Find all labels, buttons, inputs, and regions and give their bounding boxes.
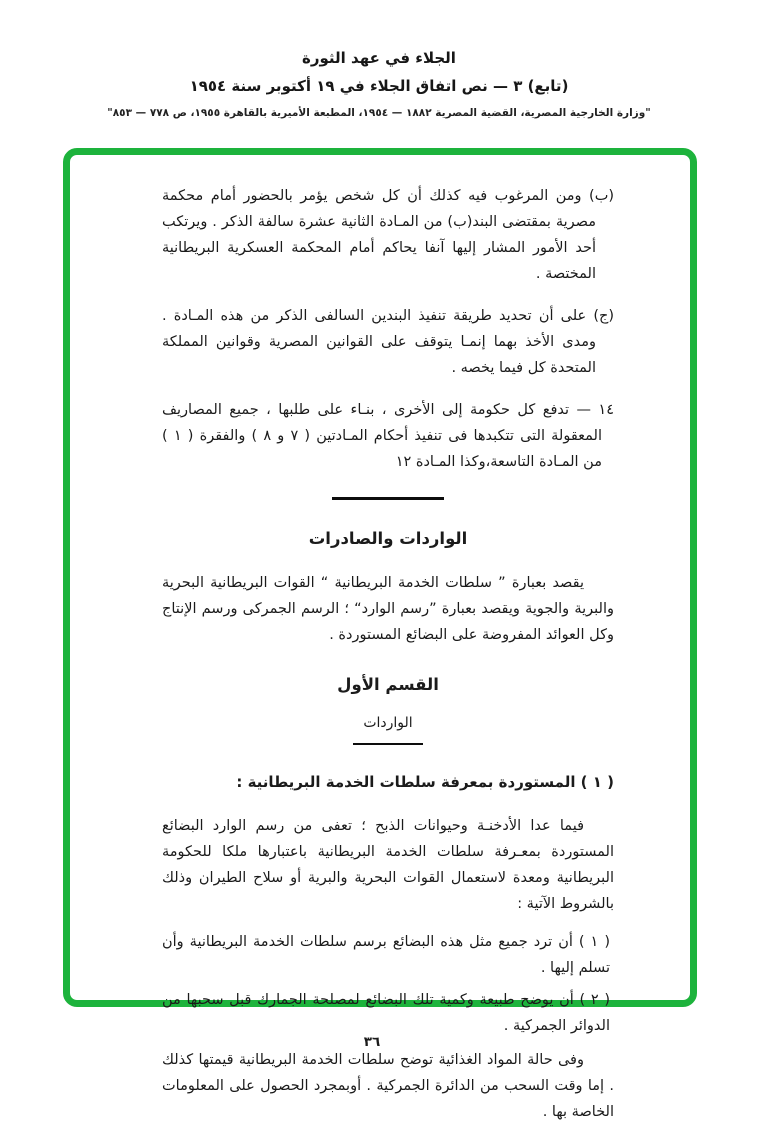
document-source-citation: "وزارة الخارجية المصرية، القضية المصرية ١٨٨٢ — ١٩٥٤، المطبعة الأميرية بالقاهرة ١٩٥٥، ص ٧٧٨ — ٨٥٣" xyxy=(107,107,651,119)
section-divider xyxy=(332,497,444,500)
document-title: الجلاء في عهد الثورة xyxy=(302,49,456,67)
exemption-paragraph: فيما عدا الأدخنـة وحيوانات الذبح ؛ تعفى من رسم الوارد البضائع المستوردة بمعـرفة سلطات الخدمة البريطانية باعتبارها ملكا للحكومة البريطانية ومعدة لاستعمال القوات البحرية والبرية أو سلاح الطيران وذلك بالشروط الآتية : xyxy=(162,818,614,912)
page-number: ٣٦ xyxy=(363,1034,381,1050)
page-header xyxy=(0,48,758,120)
section-title-imports-exports: الواردات والصادرات xyxy=(308,529,468,548)
part-one-title: القسم الأول xyxy=(337,675,439,694)
clause-j-paragraph: (ج) على أن تحديد طريقة تنفيذ البندين السالفى الذكر من هذه المـادة . ومدى الأخذ بهما إنمـا يتوقف على القوانين المصرية وقوانين المملكة المتحدة كل فيما يخصه . xyxy=(162,308,614,376)
condition-item-1: ( ١ ) أن ترد جميع مثل هذه البضائع برسم سلطات الخدمة البريطانية وأن تسلم إليها . xyxy=(162,934,610,976)
foodstuffs-paragraph: وفى حالة المواد الغذائية توضح سلطات الخدمة البريطانية قيمتها كذلك . إما وقت السحب من الدائرة الجمركية . أوبمجرد الحصول على المعلومات الخاصة بها . xyxy=(162,1052,614,1120)
definitions-paragraph: يقصد بعبارة ” سلطات الخدمة البريطانية “ القوات البريطانية البحرية والبرية والجوية ويقصد بعبارة ”رسم الوارد“ ؛ الرسم الجمركى ورسم الإنتاج وكل العوائد المفروضة على البضائع المستوردة . xyxy=(162,575,614,643)
document-subtitle: (تابع) ٣ — نص اتفاق الجلاء في ١٩ أكتوبر سنة ١٩٥٤ xyxy=(189,77,569,95)
part-one-subtitle xyxy=(162,710,614,745)
clause-b-paragraph: (ب) ومن المرغوب فيه كذلك أن كل شخص يؤمر بالحضور أمام محكمة مصرية بمقتضى البند(ب) من المـادة الثانية عشرة سالفة الذكر . ويرتكب أحد الأمور المشار إليها آنفا يحاكم أمام المحكمة العسكرية البريطانية المختصة . xyxy=(162,188,614,282)
document-body xyxy=(70,155,690,1125)
part-one-subtitle-text: الواردات xyxy=(353,710,422,745)
clause-14-paragraph: ١٤ — تدفع كل حكومة إلى الأخرى ، بنـاء على طلبها ، جميع المصاريف المعقولة التى تتكبدها فى تنفيذ أحكام المـادتين ( ٧ و ٨ ) والفقرة ( ١ ) من المـادة التاسعة،وكذا المـادة ١٢ xyxy=(162,402,614,470)
clause-1-heading: ( ١ ) المستوردة بمعرفة سلطات الخدمة البريطانية : xyxy=(236,773,614,791)
condition-item-2: ( ٢ ) أن يوضح طبيعة وكمية تلك البضائع لمصلحة الجمارك قبل سحبها من الدوائر الجمركية . xyxy=(162,992,610,1034)
